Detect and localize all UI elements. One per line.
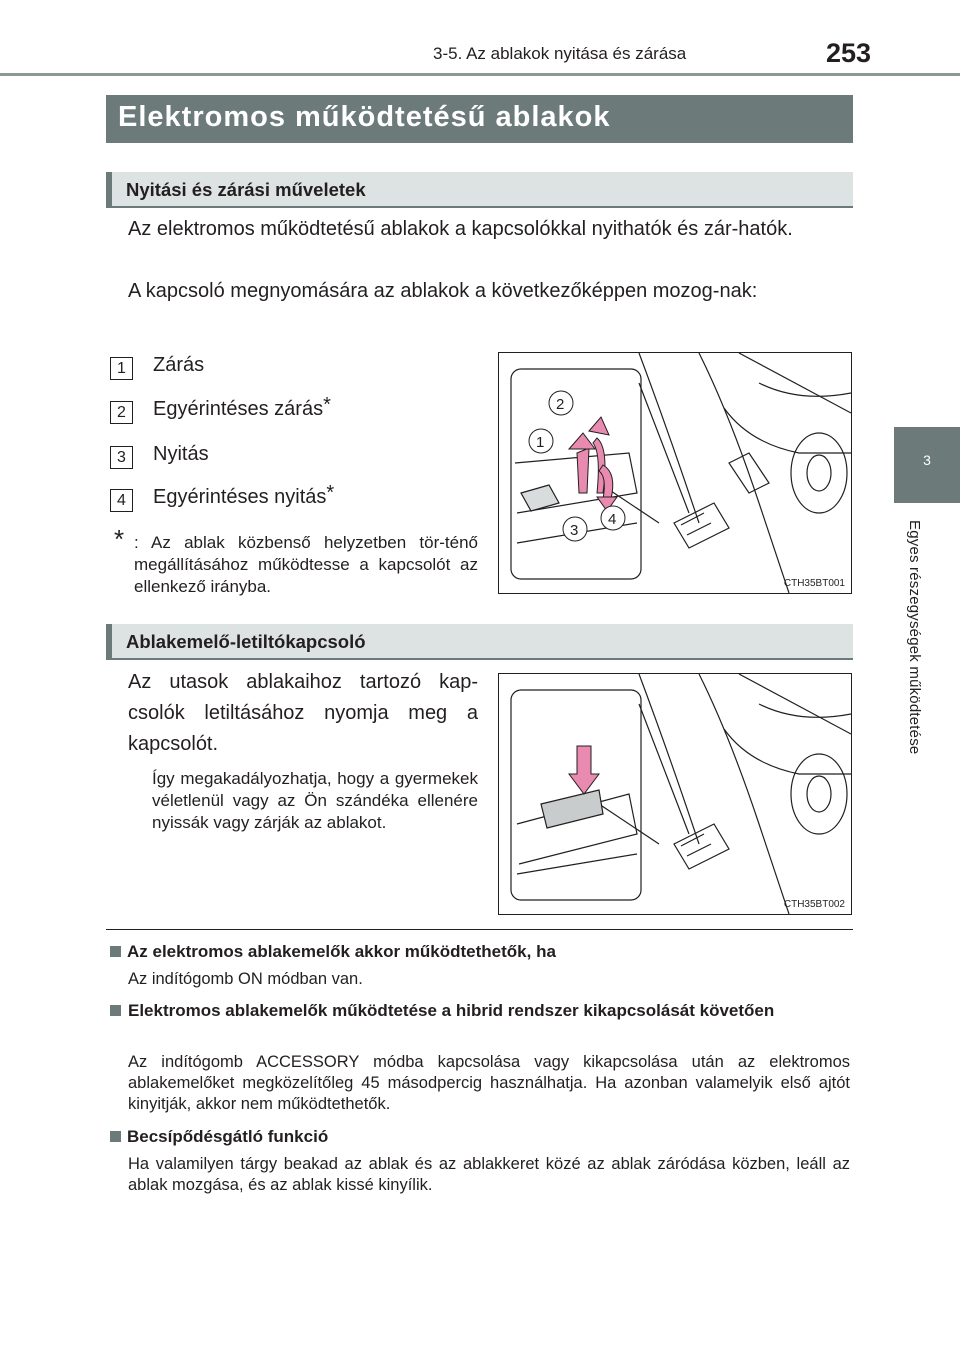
callout-4: 4 bbox=[608, 511, 617, 528]
window-switch-illustration bbox=[499, 353, 851, 593]
bullet-body: Az indítógomb ACCESSORY módba kapcsolása vagy kikapcsolása után az elektromos ablakemelőket megközelítőleg 45 másodpercig használhatja. Ha azonban valamelyik első ajtót kinyitják, akkor nem működtethetők. bbox=[128, 1053, 850, 1113]
lockout-paragraph: Az utasok ablakaihoz tartozó kap-csolók letiltásához nyomja meg a kapcsolót. bbox=[128, 671, 478, 755]
item-label: Egyérintéses nyitás bbox=[153, 486, 327, 508]
intro-paragraph-2: A kapcsoló megnyomására az ablakok a következőképpen mozog-nak: bbox=[128, 280, 758, 302]
figure-code: CTH35BT002 bbox=[783, 899, 845, 910]
bullet-body: Ha valamilyen tárgy beakad az ablak és az ablakkeret közé az ablak záródása közben, leáll az ablak mozgása, és az ablak kissé kinyílik. bbox=[128, 1155, 850, 1194]
asterisk-mark: * bbox=[323, 394, 331, 417]
lockout-note: Így megakadályozhatja, hogy a gyermekek véletlenül vagy az Ön szándéka ellenére nyissák vagy zárják az ablakot. bbox=[152, 769, 478, 832]
lock-switch-figure bbox=[498, 673, 852, 915]
press-arrow bbox=[569, 746, 599, 794]
page-title: Elektromos működtetésű ablakok bbox=[118, 101, 611, 133]
section-heading: Ablakemelő-letiltókapcsoló bbox=[126, 631, 366, 652]
callout-2: 2 bbox=[556, 396, 565, 413]
item-label: Nyitás bbox=[153, 443, 209, 465]
arrows bbox=[569, 417, 617, 511]
item-label: Zárás bbox=[153, 354, 205, 376]
chapter-tab-number: 3 bbox=[923, 452, 931, 468]
bullet-heading: Becsípődésgátló funkció bbox=[110, 1127, 328, 1147]
running-header: 3-5. Az ablakok nyitása és zárása bbox=[433, 44, 687, 63]
window-switch-figure bbox=[498, 352, 852, 594]
callout-3: 3 bbox=[570, 522, 579, 539]
item-label: Egyérintéses zárás bbox=[153, 398, 324, 420]
figure-code: CTH35BT001 bbox=[783, 578, 845, 589]
header-rule bbox=[0, 73, 960, 76]
bullet-heading-text: Elektromos ablakemelők működtetése a hibrid rendszer kikapcsolását követően bbox=[128, 1001, 775, 1020]
chapter-name: Egyes részegységek működtetése bbox=[906, 520, 923, 755]
page-number: 253 bbox=[826, 38, 872, 68]
bullet-heading: Az elektromos ablakemelők akkor működtethetők, ha bbox=[110, 942, 556, 962]
callout-1: 1 bbox=[536, 434, 545, 451]
footnote-mark: * bbox=[114, 524, 125, 554]
item-number: 3 bbox=[110, 446, 133, 469]
item-number: 1 bbox=[110, 357, 133, 380]
section-marker bbox=[106, 172, 112, 208]
asterisk-mark: * bbox=[326, 482, 335, 505]
divider bbox=[106, 929, 853, 930]
square-bullet-icon bbox=[110, 946, 121, 957]
footnote: : Az ablak közbenső helyzetben tör-ténő megállításához működtesse a kapcsolót az ellenkező irányba. bbox=[134, 533, 478, 596]
lock-switch-illustration bbox=[499, 674, 851, 914]
square-bullet-icon bbox=[110, 1131, 121, 1142]
section-heading: Nyitási és zárási műveletek bbox=[126, 179, 366, 200]
item-number: 2 bbox=[110, 401, 133, 424]
item-number: 4 bbox=[110, 489, 133, 512]
intro-paragraph: Az elektromos működtetésű ablakok a kapcsolókkal nyithatók és zár-hatók. bbox=[128, 218, 793, 240]
section-marker bbox=[106, 624, 112, 660]
square-bullet-icon bbox=[110, 1005, 121, 1016]
bullet-body: Az indítógomb ON módban van. bbox=[128, 970, 363, 988]
